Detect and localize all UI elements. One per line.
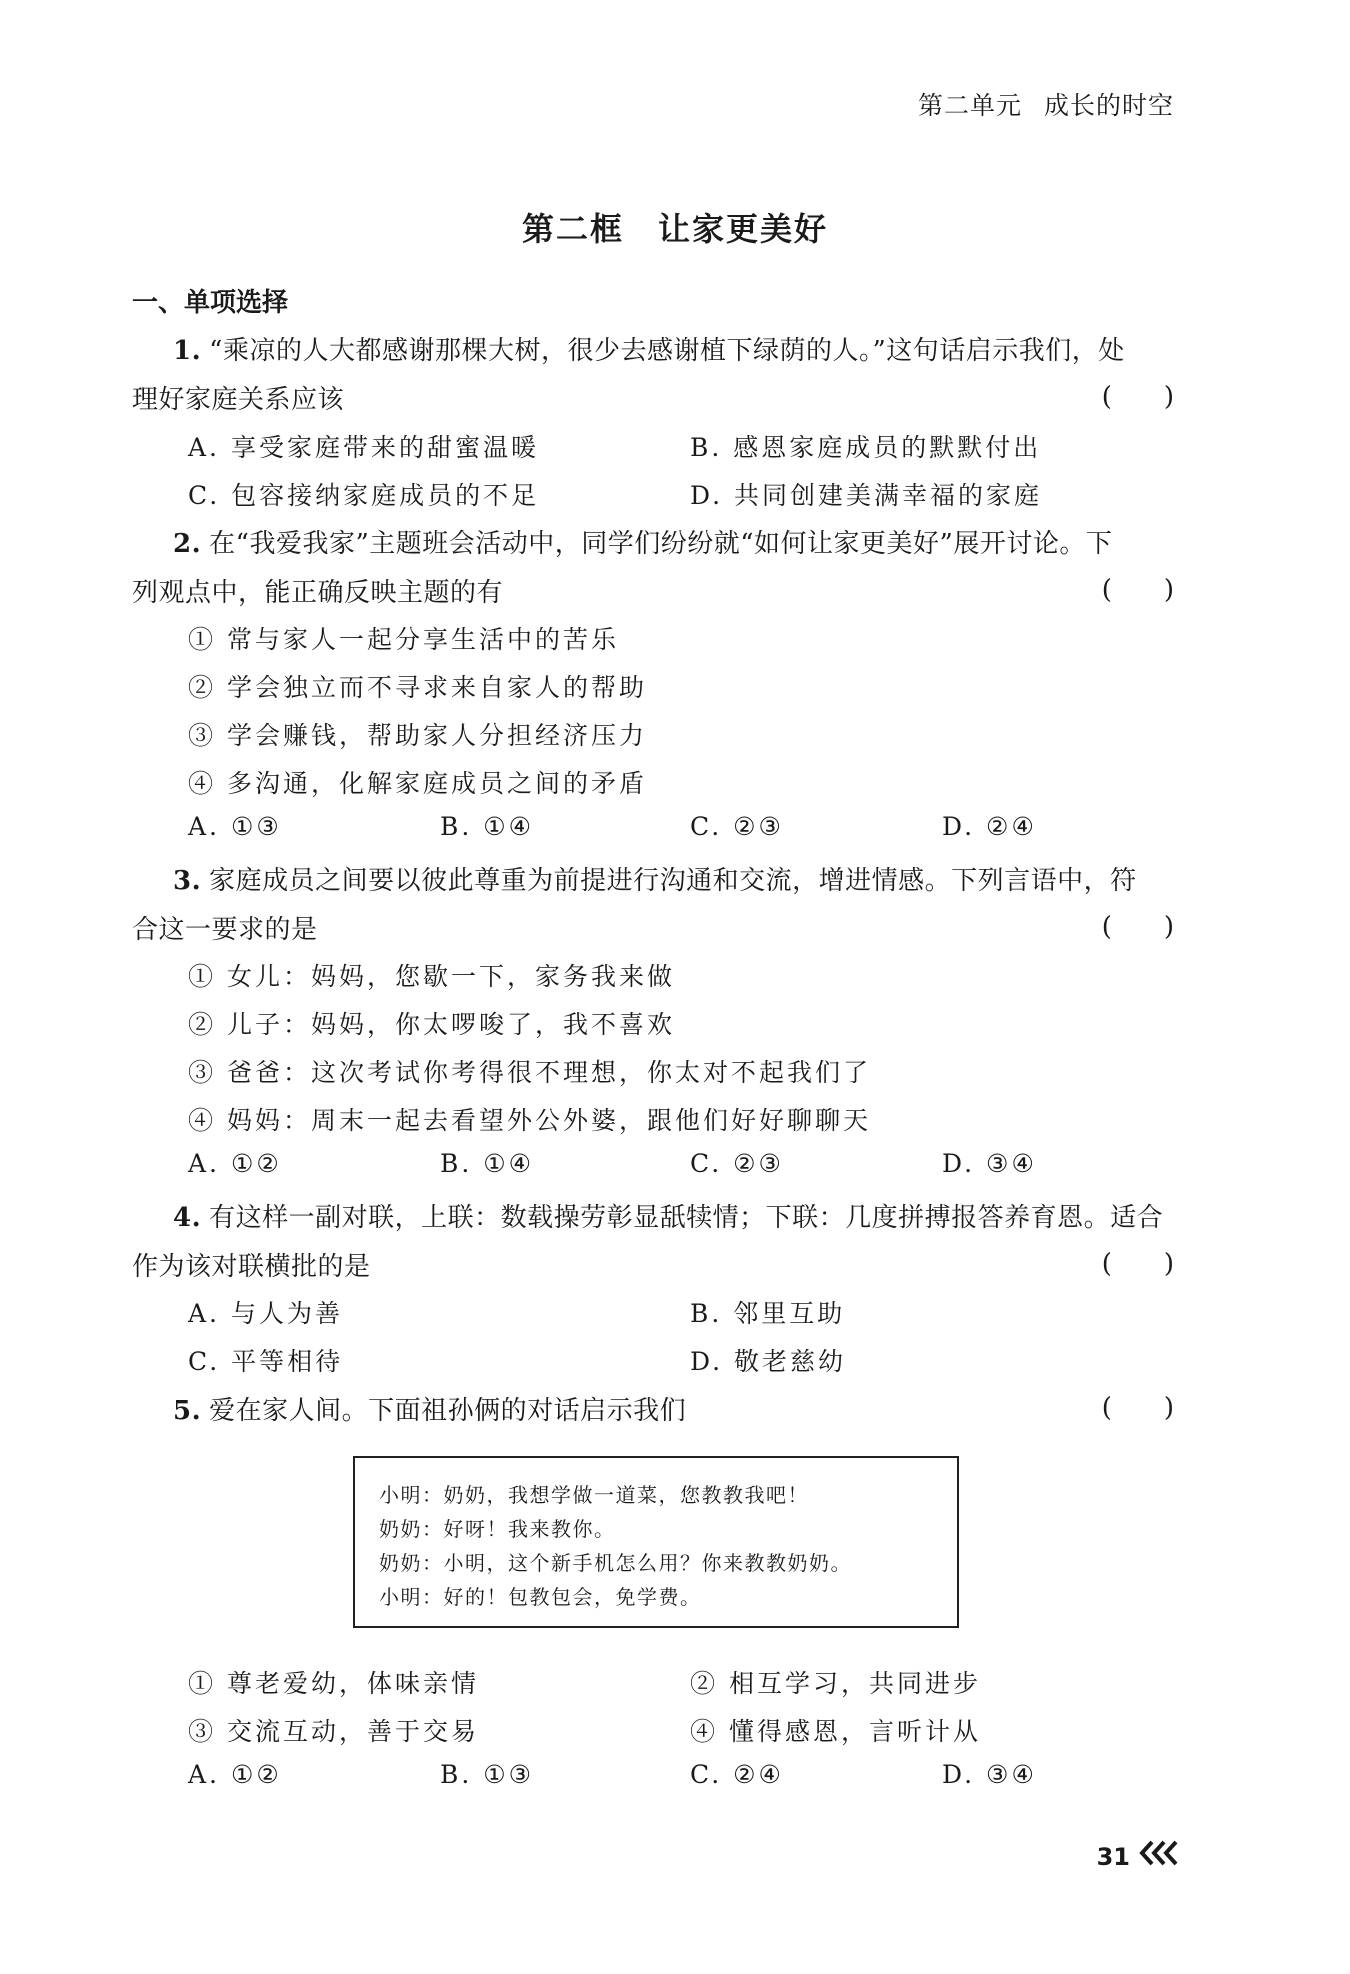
q2-option-d[interactable]: D. ②④ [942,812,1037,841]
q2-item-2: ② 学会独立而不寻求来自家人的帮助 [188,673,647,702]
q2-option-a[interactable]: A. ①③ [188,812,282,841]
q3-answer-bracket[interactable]: ( ) [1101,912,1174,942]
page-number: 31 [1096,1843,1130,1871]
dialogue-line: 小明：好的！包教包会，免学费。 [379,1585,702,1609]
q2-option-b[interactable]: B. ①④ [440,812,535,841]
dialogue-line: 奶奶：小明，这个新手机怎么用？你来教教奶奶。 [379,1551,852,1575]
q5-item-2: ② 相互学习，共同进步 [690,1669,981,1698]
q4-option-a[interactable]: A. 与人为善 [188,1299,343,1328]
q1-answer-bracket[interactable]: ( ) [1101,382,1174,412]
q1-stem-line2: 理好家庭关系应该 [132,385,345,415]
q5-stem-line1: 5. 爱在家人间。下面祖孙俩的对话启示我们 [173,1396,687,1426]
header-unit: 第二单元 [917,91,1022,120]
dialogue-line: 奶奶：好呀！我来教你。 [379,1517,616,1541]
q3-option-a[interactable]: A. ①② [188,1149,282,1178]
q3-option-d[interactable]: D. ③④ [942,1149,1037,1178]
q3-stem-line2: 合这一要求的是 [132,915,318,945]
q5-number: 5. [173,1396,202,1426]
dialogue-box [353,1456,959,1628]
q2-answer-bracket[interactable]: ( ) [1101,575,1174,605]
q5-option-c[interactable]: C. ②④ [690,1760,784,1789]
q4-option-c[interactable]: C. 平等相待 [188,1347,344,1376]
q4-option-d[interactable]: D. 敬老慈幼 [690,1347,847,1376]
q1-option-d[interactable]: D. 共同创建美满幸福的家庭 [690,481,1043,510]
q1-option-a[interactable]: A. 享受家庭带来的甜蜜温暖 [188,433,539,462]
q3-item-3: ③ 爸爸：这次考试你考得很不理想，你太对不起我们了 [188,1058,871,1087]
triple-chevron-left-icon [1136,1838,1182,1868]
running-header [918,86,1174,122]
q3-stem-line1: 3. 家庭成员之间要以彼此尊重为前提进行沟通和交流，增进情感。下列言语中，符 [173,866,1137,896]
q2-stem-line1: 2. 在“我爱我家”主题班会活动中，同学们纷纷就“如何让家更美好”展开讨论。下 [173,529,1113,559]
q2-stem-line2: 列观点中，能正确反映主题的有 [132,578,504,608]
q5-item-1: ① 尊老爱幼，体味亲情 [188,1669,479,1698]
q4-answer-bracket[interactable]: ( ) [1101,1249,1174,1279]
header-topic: 成长的时空 [1043,91,1174,120]
q2-item-3: ③ 学会赚钱，帮助家人分担经济压力 [188,721,647,750]
q3-item-2: ② 儿子：妈妈，你太啰唆了，我不喜欢 [188,1010,675,1039]
q4-stem-line1: 4. 有这样一副对联，上联：数载操劳彰显舐犊情；下联：几度拼搏报答养育恩。适合 [173,1203,1164,1233]
q2-number: 2. [173,529,202,559]
q5-option-b[interactable]: B. ①③ [440,1760,535,1789]
q4-stem-line2: 作为该对联横批的是 [132,1252,371,1282]
q3-option-c[interactable]: C. ②③ [690,1149,784,1178]
q2-option-c[interactable]: C. ②③ [690,812,784,841]
q3-number: 3. [173,866,202,896]
q1-number: 1. [173,336,202,366]
q3-item-1: ① 女儿：妈妈，您歇一下，家务我来做 [188,962,675,991]
q4-option-b[interactable]: B. 邻里互助 [690,1299,846,1328]
q2-item-4: ④ 多沟通，化解家庭成员之间的矛盾 [188,769,647,798]
q1-stem-line1: 1. “乘凉的人大都感谢那棵大树，很少去感谢植下绿荫的人。”这句话启示我们，处 [173,336,1125,366]
q1-option-c[interactable]: C. 包容接纳家庭成员的不足 [188,481,540,510]
page-title: 第二框 让家更美好 [521,210,828,248]
section-heading: 一、单项选择 [132,288,289,318]
q3-option-b[interactable]: B. ①④ [440,1149,535,1178]
q5-option-d[interactable]: D. ③④ [942,1760,1037,1789]
dialogue-line: 小明：奶奶，我想学做一道菜，您教教我吧！ [379,1483,809,1507]
q3-item-4: ④ 妈妈：周末一起去看望外公外婆，跟他们好好聊聊天 [188,1106,871,1135]
q5-answer-bracket[interactable]: ( ) [1101,1393,1174,1423]
q2-item-1: ① 常与家人一起分享生活中的苦乐 [188,625,619,654]
q1-option-b[interactable]: B. 感恩家庭成员的默默付出 [690,433,1042,462]
q5-item-4: ④ 懂得感恩，言听计从 [690,1717,981,1746]
q5-item-3: ③ 交流互动，善于交易 [188,1717,479,1746]
q5-option-a[interactable]: A. ①② [188,1760,282,1789]
q4-number: 4. [173,1203,202,1233]
